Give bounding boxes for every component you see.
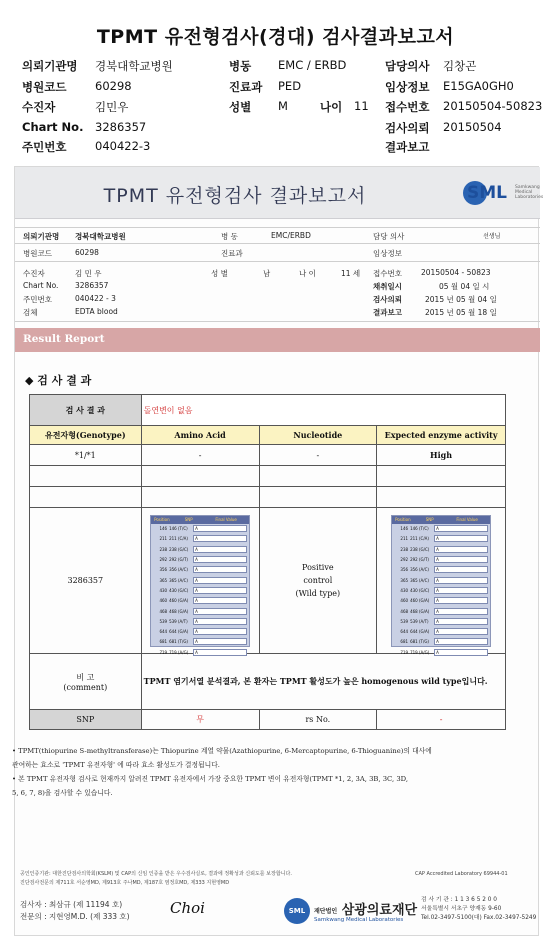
panel-position: 681 (400, 639, 409, 645)
table-row (30, 395, 506, 426)
panel-snp: 539 (A/T) (410, 618, 429, 624)
panel-row (151, 626, 249, 636)
request-label: 검사의뢰 (385, 121, 430, 135)
foundation-logo (284, 895, 418, 929)
panel-snp: 430 (G/C) (410, 587, 430, 593)
r-collect-label: 채취일시 (373, 282, 402, 291)
remark-label-2: (comment) (63, 682, 108, 692)
receipt-no-value: 20150504-50823 (443, 99, 543, 113)
panel-final-value: A (193, 587, 247, 594)
col-nucleotide-header: Nucleotide (259, 426, 377, 445)
hospital-code-value: 60298 (95, 79, 132, 93)
panel-row (392, 616, 490, 626)
address-line: 서울특별시 서초구 양재동 9-60 (421, 906, 502, 912)
panel-final-value: A (193, 649, 247, 656)
panel-final-value: A (193, 566, 247, 573)
result-report-band (15, 328, 540, 352)
r-hospital-code-label: 병원코드 (23, 249, 52, 258)
sample-snp-panel (150, 515, 250, 655)
panel-row (392, 544, 490, 554)
request-value: 20150504 (443, 120, 502, 134)
panel-row (151, 534, 249, 544)
snp-label: SNP (30, 710, 142, 730)
panel-position: 460 (400, 598, 409, 604)
r-ward-label: 병 동 (221, 232, 238, 241)
table-row-snp (30, 710, 506, 730)
panel-col-position: Position (154, 517, 170, 522)
panel-final-value: A (434, 649, 488, 656)
chart-no-value: 3286357 (95, 120, 147, 134)
foundation-badge-icon: SML (284, 898, 310, 924)
enzyme-cell: High (377, 445, 506, 466)
panel-row (392, 585, 490, 595)
panel-position: 719 (159, 649, 168, 655)
note-line: • TPMT(thiopurine S-methyltransferase)는 Thiopurine 계열 약물(Azathiopurine, 6-Mercaptopurine, 6-Thioguanine)의 대사에 (12, 747, 432, 755)
panel-row (151, 524, 249, 534)
panel-final-value: A (193, 556, 247, 563)
clinical-info-label: 임상정보 (385, 80, 430, 94)
panel-row (151, 575, 249, 585)
panel-row (392, 565, 490, 575)
ward-label: 병동 (229, 59, 252, 73)
panel-snp: 468 (G/A) (410, 608, 430, 614)
panel-snp: 365 (A/C) (410, 577, 429, 583)
panel-col-final: Final Value (215, 517, 237, 522)
foundation-eng: Samkwang Medical Laboratories (314, 917, 404, 923)
panel-snp: 238 (G/C) (169, 546, 189, 552)
panel-position: 238 (400, 546, 409, 552)
footer-specialists: 진단검사전문의 제711호 서순영MD, 제913호 주나MD, 제187호 염정호MD, 제333 지현영MD (20, 880, 230, 886)
col-amino-header: Amino Acid (141, 426, 259, 445)
control-label-3: (Wild type) (295, 589, 341, 598)
panel-row (151, 554, 249, 564)
panel-final-value: A (434, 618, 488, 625)
age-label: 나이 (320, 100, 343, 114)
institution-value: 경북대학교병원 (95, 59, 173, 73)
panel-snp: 719 (A/G) (410, 649, 430, 655)
panel-snp: 719 (A/G) (169, 649, 189, 655)
sample-panel-cell (141, 508, 259, 654)
note-line: • 본 TPMT 유전자형 검사로 현재까지 알려진 TPMT 유전자에서 가장 중요한 TPMT 변이 유전자형(TPMT *1, 2, 3A, 3B, 3C, 3D, (12, 775, 409, 783)
panel-col-final: Final Value (456, 517, 478, 522)
r-patient-label: 수진자 (23, 269, 45, 278)
panel-snp: 460 (G/A) (169, 598, 189, 604)
panel-position: 430 (400, 587, 409, 593)
note-line: 5, 6, 7, 8)을 검사할 수 있습니다. (12, 789, 113, 797)
sex-label: 성별 (229, 100, 252, 114)
control-panel-cell (377, 508, 506, 654)
panel-final-value: A (193, 638, 247, 645)
panel-snp: 292 (G/T) (169, 557, 188, 563)
panel-col-snp: SNP (425, 517, 434, 522)
panel-snp: 468 (G/A) (169, 608, 189, 614)
snp-value: 무 (141, 710, 259, 730)
r-doctor-label: 담당 의사 (373, 232, 405, 241)
panel-final-value: A (434, 608, 488, 615)
table-row-panels (30, 508, 506, 654)
remark-label-1: 비 고 (76, 672, 95, 682)
panel-header (392, 516, 490, 524)
nucleotide-cell: - (259, 445, 377, 466)
panel-snp: 644 (G/A) (410, 629, 430, 635)
panel-final-value: A (434, 566, 488, 573)
panel-row (392, 554, 490, 564)
panel-final-value: A (434, 525, 488, 532)
r-specimen-value: EDTA blood (75, 307, 118, 316)
panel-row (151, 637, 249, 647)
patient-label: 수진자 (22, 100, 56, 114)
panel-final-value: A (193, 546, 247, 553)
panel-final-value: A (434, 546, 488, 553)
panel-position: 644 (400, 629, 409, 635)
control-label-1: Positive (302, 563, 334, 572)
panel-position: 681 (159, 639, 168, 645)
control-label-2: control (303, 576, 333, 585)
foundation-prefix: 재단법인 (314, 908, 338, 915)
notes (12, 744, 512, 800)
result-value: 돌연변이 없음 (141, 395, 505, 426)
patient-value: 김민우 (95, 100, 129, 114)
embedded-report (14, 166, 544, 936)
r-clinical-label: 임상정보 (373, 249, 402, 258)
panel-position: 539 (159, 618, 168, 624)
panel-position: 292 (159, 557, 168, 563)
panel-position: 211 (400, 536, 409, 542)
remark-text: TPMT 염기서열 분석결과, 본 환자는 TPMT 활성도가 높은 homogenous wild type입니다. (141, 654, 505, 710)
panel-snp: 681 (T/G) (169, 639, 188, 645)
panel-row (392, 647, 490, 657)
genotype-cell: *1/*1 (30, 445, 142, 466)
panel-snp: 146 (T/C) (410, 526, 429, 532)
footer-cap: CAP Accredited Laboratory 69944-01 (415, 871, 508, 877)
panel-snp: 292 (G/T) (410, 557, 429, 563)
panel-row (392, 575, 490, 585)
panel-final-value: A (434, 587, 488, 594)
r-request-label: 검사의뢰 (373, 295, 402, 304)
panel-position: 356 (400, 567, 409, 573)
panel-snp: 644 (G/A) (169, 629, 189, 635)
panel-row (392, 596, 490, 606)
r-sex-value: 남 (263, 269, 271, 278)
r-resident-value: 040422 - 3 (75, 294, 116, 303)
panel-body-control (392, 524, 490, 658)
panel-snp: 681 (T/G) (410, 639, 429, 645)
control-snp-panel (391, 515, 491, 655)
signature: Choi (170, 899, 205, 917)
panel-position: 356 (159, 567, 168, 573)
r-chart-value: 3286357 (75, 281, 109, 290)
panel-header (151, 516, 249, 524)
table-header-row (30, 426, 506, 445)
panel-position: 719 (400, 649, 409, 655)
sample-id: 3286357 (30, 508, 142, 654)
receipt-no-label: 접수번호 (385, 100, 430, 114)
control-label-cell (259, 508, 377, 654)
panel-final-value: A (434, 638, 488, 645)
chart-no-label: Chart No. (22, 120, 84, 134)
table-row-empty (30, 466, 506, 487)
foundation-name-text: 삼광의료재단 (341, 903, 418, 918)
sml-logo-subtitle: Samkwang Medical Laboratories (515, 185, 544, 200)
panel-position: 146 (400, 526, 409, 532)
report-date-label: 결과보고 (385, 140, 430, 154)
address-line: Tel.02-3497-5100(대) Fax.02-3497-5249 (421, 915, 537, 921)
panel-position: 365 (400, 577, 409, 583)
foundation-name (314, 899, 417, 918)
panel-position: 644 (159, 629, 168, 635)
panel-col-snp: SNP (184, 517, 193, 522)
r-institution-value: 경북대학교병원 (75, 232, 126, 241)
panel-final-value: A (434, 597, 488, 604)
age-value: 11 (354, 99, 369, 113)
table-row-remark (30, 654, 506, 710)
panel-final-value: A (434, 535, 488, 542)
panel-snp: 238 (G/C) (410, 546, 430, 552)
sml-logo (463, 179, 544, 207)
panel-snp: 211 (C/A) (410, 536, 429, 542)
col-genotype-header: 유전자형(Genotype) (30, 426, 142, 445)
panel-final-value: A (193, 618, 247, 625)
amino-cell: - (141, 445, 259, 466)
panel-snp: 211 (C/A) (169, 536, 188, 542)
panel-row (392, 524, 490, 534)
doctor-label: 담당의사 (385, 59, 430, 73)
panel-snp: 146 (T/C) (169, 526, 188, 532)
panel-final-value: A (193, 628, 247, 635)
footer-accreditation: 공인인증기관: 대한진단검사의학회(KSLM) 및 CAP의 신임 인증을 받은 우수검사실로, 결과에 정확성과 신뢰도를 보장합니다. (20, 871, 292, 877)
panel-row (392, 606, 490, 616)
institution-label: 의뢰기관명 (22, 59, 78, 73)
table-row (30, 445, 506, 466)
dept-value: PED (278, 79, 302, 93)
r-hospital-code-value: 60298 (75, 248, 99, 257)
panel-row (392, 637, 490, 647)
panel-final-value: A (434, 628, 488, 635)
r-report-label: 결과보고 (373, 308, 402, 317)
panel-row (151, 544, 249, 554)
r-sex-label: 성 별 (211, 269, 228, 278)
r-patient-value: 김 민 우 (75, 269, 102, 278)
panel-row (151, 647, 249, 657)
panel-position: 468 (159, 608, 168, 614)
resident-no-label: 주민번호 (22, 140, 67, 154)
rs-value: - (377, 710, 506, 730)
panel-row (151, 596, 249, 606)
section-title: ◆ 검 사 결 과 (25, 374, 92, 387)
address-line: 검 사 기 관 : 1 1 3 6 5 2 0 0 (421, 897, 497, 903)
panel-final-value: A (434, 556, 488, 563)
ward-value: EMC / ERBD (278, 58, 347, 72)
panel-row (151, 616, 249, 626)
col-enzyme-header: Expected enzyme activity (377, 426, 506, 445)
r-collect-value: 05 월 04 일 시 (439, 282, 490, 291)
panel-position: 365 (159, 577, 168, 583)
r-chart-label: Chart No. (23, 281, 59, 290)
divider (15, 261, 540, 262)
r-request-value: 2015 년 05 월 04 일 (425, 295, 497, 304)
panel-snp: 460 (G/A) (410, 598, 430, 604)
r-receipt-label: 접수번호 (373, 269, 402, 278)
r-receipt-value: 20150504 - 50823 (421, 268, 491, 277)
divider (15, 321, 540, 322)
panel-final-value: A (193, 525, 247, 532)
report-banner-title: TPMT 유전형검사 결과보고서 (103, 185, 367, 207)
panel-snp: 430 (G/C) (169, 587, 189, 593)
clinical-info-value: E15GA0GH0 (443, 79, 514, 93)
panel-position: 146 (159, 526, 168, 532)
panel-final-value: A (434, 577, 488, 584)
panel-final-value: A (193, 597, 247, 604)
foundation-address (421, 896, 536, 923)
panel-position: 430 (159, 587, 168, 593)
panel-snp: 356 (A/C) (410, 567, 429, 573)
result-table (29, 394, 506, 730)
r-age-label: 나 이 (299, 269, 316, 278)
r-report-value: 2015 년 05 월 18 일 (425, 308, 497, 317)
specialist: 전문의 : 지현영M.D. (제 333 호) (20, 912, 130, 921)
result-report-label: Result Report (23, 333, 105, 345)
divider (15, 227, 540, 228)
sml-logo-text: SML (467, 183, 507, 203)
hospital-code-label: 병원코드 (22, 80, 67, 94)
r-ward-value: EMC/ERBD (271, 231, 311, 240)
result-label: 검 사 결 과 (30, 395, 142, 426)
r-doctor-value: 선생님 (483, 233, 501, 240)
dept-label: 진료과 (229, 80, 263, 94)
resident-no-value: 040422-3 (95, 139, 151, 153)
page-title: TPMT 유전형검사(경대) 검사결과보고서 (96, 26, 455, 48)
panel-position: 460 (159, 598, 168, 604)
panel-row (151, 565, 249, 575)
note-line: 관여하는 효소로 'TPMT 유전자형' 에 따라 효소 활성도가 결정됩니다. (12, 761, 220, 769)
panel-final-value: A (193, 577, 247, 584)
sex-value: M (278, 99, 288, 113)
r-specimen-label: 검체 (23, 308, 38, 317)
panel-snp: 365 (A/C) (169, 577, 188, 583)
report-banner (15, 167, 544, 219)
panel-body-sample (151, 524, 249, 658)
panel-position: 539 (400, 618, 409, 624)
panel-row (392, 534, 490, 544)
panel-col-position: Position (395, 517, 411, 522)
examiner: 검사자 : 최삼규 (제 11194 호) (20, 900, 123, 909)
panel-row (151, 606, 249, 616)
panel-position: 238 (159, 546, 168, 552)
panel-snp: 539 (A/T) (169, 618, 188, 624)
r-resident-label: 주민번호 (23, 295, 52, 304)
panel-final-value: A (193, 535, 247, 542)
panel-row (392, 626, 490, 636)
panel-final-value: A (193, 608, 247, 615)
panel-position: 292 (400, 557, 409, 563)
table-row-empty (30, 487, 506, 508)
panel-snp: 356 (A/C) (169, 567, 188, 573)
r-age-value: 11 세 (341, 269, 361, 278)
r-dept-label: 진료과 (221, 249, 243, 258)
r-institution-label: 의뢰기관명 (23, 232, 60, 241)
doctor-value: 김창곤 (443, 59, 477, 73)
remark-label-cell (30, 654, 142, 710)
divider (15, 243, 540, 244)
panel-row (151, 585, 249, 595)
rs-label: rs No. (259, 710, 377, 730)
panel-position: 468 (400, 608, 409, 614)
panel-position: 211 (159, 536, 168, 542)
